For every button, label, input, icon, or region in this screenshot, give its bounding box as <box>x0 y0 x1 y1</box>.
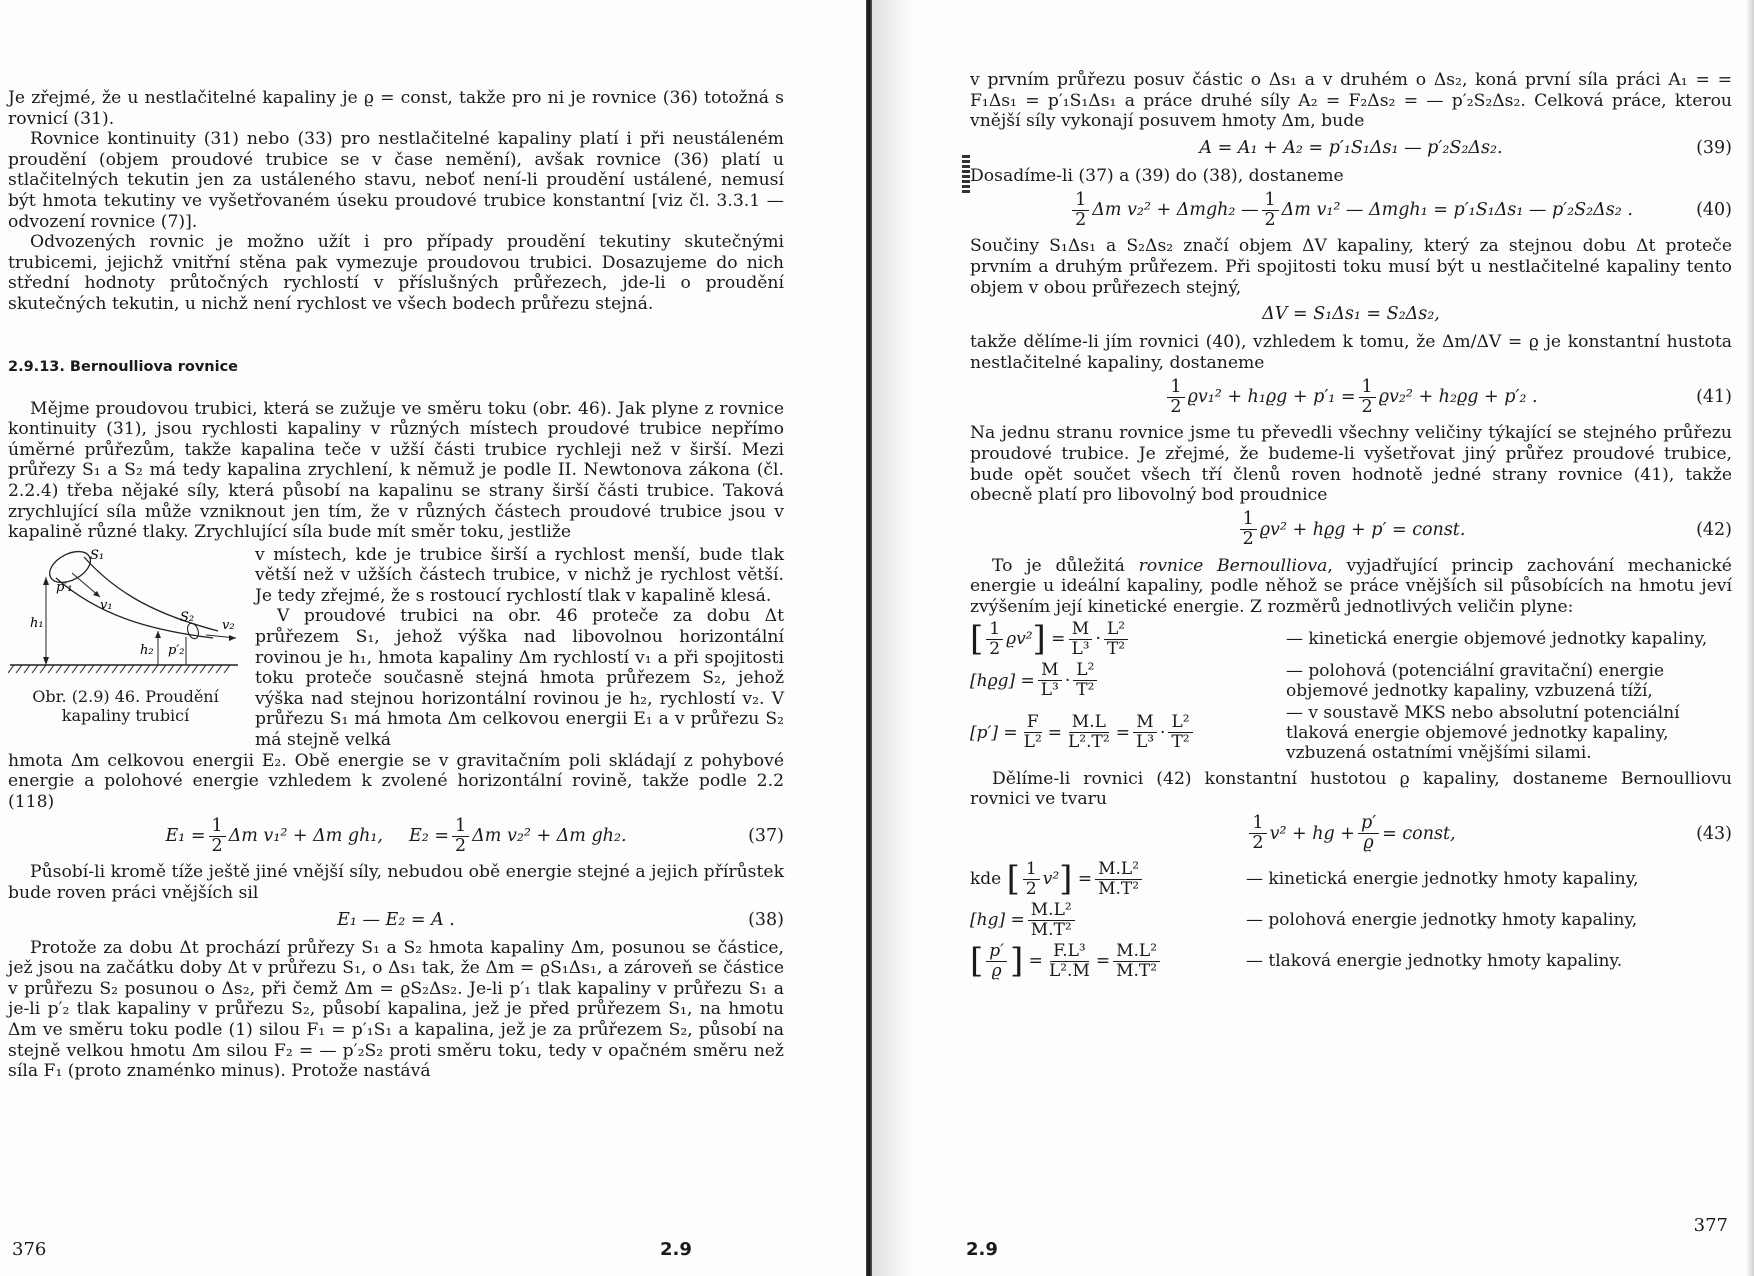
eq43-part2: = const, <box>1382 823 1456 844</box>
eq41-part1: ϱv₁² + h₁ϱg + p′₁ = <box>1187 387 1356 408</box>
eq41-part2: ϱv₂² + h₂ϱg + p′₂ . <box>1378 387 1538 408</box>
para6-italic: rovnice Bernoulliova <box>1138 555 1328 576</box>
dimension-row-3 <box>970 703 1732 763</box>
equation-38 <box>8 908 784 932</box>
eq40-part1: Δm v₂² + Δmgh₂ — <box>1092 200 1259 221</box>
dim6-frac-b: $\frac{\text{M.L²}}{\text{M.T²}}$ <box>1113 942 1160 981</box>
eq38-number: (38) <box>748 909 784 930</box>
dim2-formula: [hϱg] = $\frac{M}{\text{L³}}$ · $\frac{\text{L²}}{\text{T²}}$ <box>970 661 1280 700</box>
left-paragraph-3: Odvozených rovnic je možno užít i pro případy proudění tekutiny skutečnými trubicemi, jejichž vnitřní stěna pak vymezuje proudovou trubici. Dosazujeme do nich střední hodnoty průtočných rychlostí v příslušných průřezech, jde-li o proudění skutečných tekutin, u nichž není rychlost ve všech bodech průřezu stejná. <box>8 232 784 314</box>
dim2-description: — polohová (potenciální gravitační) energie objemové jednotky kapaliny, vzbuzená tíží, <box>1286 660 1665 701</box>
label-s2: S₂ <box>180 609 195 625</box>
eq43-number: (43) <box>1696 823 1732 844</box>
para6-end: , vyjadřující princip zachování mechanické energie u ideální kapaliny, podle něhož se práce vnějších sil působících na hmotu jeví zvýšením její kinetické energie. Z rozměrů jednotlivých veličin plyne: <box>970 555 1732 617</box>
left-page <box>0 0 870 1276</box>
dimension-row-5 <box>970 901 1732 940</box>
equation-41 <box>970 377 1732 417</box>
left-paragraph-6: Působí-li kromě tíže ještě jiné vnější síly, nebudou obě energie stejné a jejich přírůstek bude roven práci vnějších sil <box>8 862 784 903</box>
label-p2: p′₂ <box>168 642 185 658</box>
right-paragraph-2: Dosadíme-li (37) a (39) do (38), dostaneme <box>970 165 1344 186</box>
eq37-frac1: $\frac{1}{2}$ <box>209 817 226 856</box>
eq39-body: A = A₁ + A₂ = p′₁S₁Δs₁ — p′₂S₂Δs₂. <box>1199 137 1503 158</box>
eq37-lhs1: E₁ = <box>165 826 206 847</box>
eq38-body: E₁ — E₂ = A . <box>337 909 455 930</box>
kde-word: kde <box>970 869 1002 890</box>
eq37-lhs2: E₂ = <box>409 826 450 847</box>
dim3-frac-a: $\frac{F}{\text{L²}}$ <box>1023 712 1042 752</box>
dim4-description: — kinetická energie jednotky hmoty kapaliny, <box>1246 869 1639 890</box>
dim1-lhs: ϱv² <box>1006 629 1033 649</box>
eq39-number: (39) <box>1696 137 1732 158</box>
dim3-frac-c: $\frac{M}{\text{L³}}$ <box>1133 713 1157 752</box>
eq43-frac-p: $\frac{p'}{ϱ}$ <box>1358 814 1379 853</box>
dim5-description: — polohová energie jednotky hmoty kapaliny, <box>1246 910 1638 931</box>
left-paragraph-7: Protože za dobu Δt prochází průřezy S₁ a S₂ hmota kapaliny Δm, posunou se částice, jež jsou na začátku doby Δt v průřezu S₁, o Δs₁ tak, že Δm = ϱS₁Δs₁, a zároveň se částice v průřezu S₂ posunou o Δs₂, při čemž Δm = ϱS₂Δs₂. Je-li p′₁ tlak kapaliny v průřezu S₁ a je-li p′₂ tlak kapaliny v průřezu S₂, působí kapalina, jež je před průřezem S₁, na hmotu Δm ve směru toku podle (1) silou F₁ = p′₁S₁ a kapalina, jež je za průřezem S₂, působí na stejně velkou hmotu Δm silou F₂ = — p′₂S₂ proti směru toku, tedy v opačném směru než síla F₁ (proto znaménko minus). Protože nastává <box>8 937 784 1082</box>
dim2-lhs: [hϱg] = <box>970 670 1035 691</box>
figure-46 <box>8 545 243 751</box>
eq-dv-body: ΔV = S₁Δs₁ = S₂Δs₂, <box>1262 304 1440 325</box>
eq37-rhs2: Δm v₂² + Δm gh₂. <box>472 826 627 847</box>
right-paragraph-5: Na jednu stranu rovnice jsme tu převedli všechny veličiny týkající se stejného průřezu proudové trubice. Je zřejmé, že budeme-li vyšetřovat jiný průřez proudové trubice, bude opět součet všech tří členů roven hodnotě jedné strany rovnice (41), takže obecně platí pro libovolný bod proudnice <box>970 423 1732 506</box>
dimension-row-2 <box>970 661 1732 701</box>
fig-text-1: v místech, kde je trubice širší a rychlost menší, bude tlak větší než v užších částech trubice, v nichž je rychlost větší. Je tedy zřejmé, že s rostoucí rychlostí tlak v kapalině klesá. <box>255 544 784 606</box>
equation-42 <box>970 510 1732 550</box>
dim2-frac-a: $\frac{M}{\text{L³}}$ <box>1038 661 1062 700</box>
dim6-description: — tlaková energie jednotky hmoty kapaliny. <box>1246 951 1623 972</box>
dim5-lhs: [hg] = <box>970 910 1025 931</box>
eq42-body: ϱv² + hϱg + p′ = const. <box>1259 519 1466 540</box>
equation-39 <box>970 136 1732 160</box>
dim1-formula: [ $\frac{1}{2}$ ϱv² ] = $\frac{M}{\text{L³}}$ · $\frac{\text{L²}}{\text{T²}}$ <box>970 620 1280 659</box>
dim6-formula: [ $\frac{p'}{ϱ}$ ] = $\frac{\text{F.L³}}{\text{L².M}}$ = $\frac{\text{M.L²}}{\text{M.T²}}$ <box>970 942 1240 981</box>
right-paragraph-7: Dělíme-li rovnici (42) konstantní hustotou ϱ kapaliny, dostaneme Bernoulliovu rovnici ve tvaru <box>970 768 1732 810</box>
left-paragraph-1: Je zřejmé, že u nestlačitelné kapaliny je ϱ = const, takže pro ni je rovnice (36) totožná s rovnicí (31). <box>8 88 784 129</box>
left-paragraph-5: hmota Δm celkovou energii E₂. Obě energie se v gravitačním poli skládají z pohybové energie a polohové energie vzhledem k zvolené horizontální rovině, takže podle 2.2 (118) <box>8 750 784 812</box>
dim4-formula: kde [ $\frac{1}{2}$ v² ] = $\frac{\text{M.L²}}{\text{M.T²}}$ <box>970 860 1240 899</box>
right-paragraph-6 <box>970 556 1732 618</box>
dim6-frac-p: $\frac{p'}{ϱ}$ <box>986 942 1007 981</box>
right-paragraph-3: Součiny S₁Δs₁ a S₂Δs₂ značí objem ΔV kapaliny, který za stejnou dobu Δt proteče prvním a druhým průřezem. Při spojitosti toku musí být u nestlačitelné kapaliny tento objem v obou průřezech stejný, <box>970 236 1732 298</box>
margin-mark <box>962 155 970 195</box>
eq37-rhs1: Δm v₁² + Δm gh₁, <box>228 826 383 847</box>
para6-start: To je důležitá <box>992 555 1139 576</box>
right-paragraph-1: v prvním průřezu posuv částic o Δs₁ a v druhém o Δs₂, koná první síla práci A₁ = = F₁Δs₁ = p′₁S₁Δs₁ a práce druhé síly A₂ = F₂Δs₂ = — p′₂S₂Δs₂. Celková práce, kterou vnější síly vykonají posuvem hmoty Δm, bude <box>970 70 1732 132</box>
eq40-part2: Δm v₁² — Δmgh₁ = p′₁S₁Δs₁ — p′₂S₂Δs₂ . <box>1281 200 1633 221</box>
dim3-formula: [p′] = $\frac{F}{\text{L²}}$ = $\frac{M.L}{\text{L².T²}}$ = $\frac{M}{\text{L³}}$ · $\frac{\text{L²}}{\text{T²}}$ <box>970 713 1280 752</box>
label-v1: v₁ <box>100 597 113 613</box>
dim3-frac-b: $\frac{M.L}{\text{L².T²}}$ <box>1068 712 1110 752</box>
right-page <box>870 0 1754 1276</box>
dimension-row-6 <box>970 942 1732 981</box>
eq37-frac2: $\frac{1}{2}$ <box>452 817 469 856</box>
dimension-row-4 <box>970 860 1732 899</box>
dim5-frac: $\frac{\text{M.L²}}{\text{M.T²}}$ <box>1028 901 1075 940</box>
dim3-lhs: [p′] = <box>970 722 1018 743</box>
dim6-frac-a: $\frac{\text{F.L³}}{\text{L².M}}$ <box>1048 940 1090 981</box>
dim1-frac-half: $\frac{1}{2}$ <box>986 620 1003 659</box>
eq43-part1: v² + hg + <box>1269 823 1355 844</box>
tube-diagram <box>8 545 243 685</box>
equation-40 <box>970 190 1732 230</box>
figure-block <box>8 545 784 751</box>
label-h2: h₂ <box>140 642 154 658</box>
fig-text-2: V proudové trubici na obr. 46 proteče za dobu Δt průřezem S₁, jehož výška nad libovolnou horizontální rovinou je h₁, hmota kapaliny Δm rychlostí v₁ a při spojitosti toku proteče současně stejná hmota průřezem S₂, jehož výška nad stejnou horizontální rovinou je h₂, rychlostí v₂. V průřezu S₁ má hmota Δm celkovou energii E₁ a v průřezu S₂ má stejně velká <box>255 606 784 751</box>
eq40-frac2: $\frac{1}{2}$ <box>1262 191 1279 230</box>
eq40-number: (40) <box>1696 200 1732 221</box>
dim1-frac-b: $\frac{\text{L²}}{\text{T²}}$ <box>1104 620 1128 659</box>
section-heading: 2.9.13. Bernoulliova rovnice <box>8 358 239 375</box>
label-s1: S₁ <box>90 547 105 563</box>
eq41-frac2: $\frac{1}{2}$ <box>1359 378 1376 417</box>
eq37-number: (37) <box>748 826 784 847</box>
eq42-frac: $\frac{1}{2}$ <box>1240 510 1257 549</box>
page-edge-shadow <box>1746 0 1754 1276</box>
eq43-frac-half: $\frac{1}{2}$ <box>1249 814 1266 853</box>
label-h1: h₁ <box>30 615 44 631</box>
left-section-mark: 2.9 <box>660 1239 692 1260</box>
gutter-shadow <box>872 0 912 1276</box>
dim4-frac-half: $\frac{1}{2}$ <box>1023 860 1040 899</box>
left-paragraph-4: Mějme proudovou trubici, která se zužuje ve směru toku (obr. 46). Jak plyne z rovnice kontinuity (31), jsou rychlosti kapaliny v různých místech proudové trubice nepřímo úměrné průřezům, takže kapalina teče v užší části trubice rychleji než v širší. Mezi průřezy S₁ a S₂ má tedy kapalina zrychlení, k němuž je podle II. Newtonova zákona (čl. 2.2.4) třeba nějaké síly, která působí na kapalinu se strany širší části trubice. Taková zrychlující síla může vzniknout jen tím, že v různých částech proudové trubice jsou v kapalině různé tlaky. Zrychlující síla bude mít směr toku, jestliže <box>8 398 784 543</box>
figure-side-text <box>243 545 784 751</box>
dim4-frac: $\frac{\text{M.L²}}{\text{M.T²}}$ <box>1095 860 1142 899</box>
right-page-number: 377 <box>1693 1215 1728 1236</box>
equation-dv <box>970 302 1732 326</box>
eq40-frac1: $\frac{1}{2}$ <box>1072 191 1089 230</box>
eq41-number: (41) <box>1696 387 1732 408</box>
label-p1: p′₁ <box>56 579 73 595</box>
left-paragraph-2: Rovnice kontinuity (31) nebo (33) pro nestlačitelné kapaliny platí i při neustáleném proudění (objem proudové trubice se v čase nemění), avšak rovnice (36) platí u stlačitelných tekutin jen za ustáleného stavu, neboť není-li proudění ustálené, nemusí být hmota tekutiny ve vyšetřovaném úseku proudové trubice konstantní [viz čl. 3.3.1 — odvození rovnice (7)]. <box>8 129 784 232</box>
equation-43 <box>970 814 1732 854</box>
dim1-frac-a: $\frac{M}{\text{L³}}$ <box>1068 620 1092 659</box>
dim5-formula <box>970 901 1240 940</box>
right-section-mark: 2.9 <box>966 1239 998 1260</box>
dimension-row-1 <box>970 620 1732 659</box>
right-paragraph-4: takže dělíme-li jím rovnici (40), vzhledem k tomu, že Δm/ΔV = ϱ je konstantní hustota nestlačitelné kapaliny, dostaneme <box>970 332 1732 373</box>
dim3-frac-d: $\frac{\text{L²}}{\text{T²}}$ <box>1168 713 1192 752</box>
dim2-frac-b: $\frac{\text{L²}}{\text{T²}}$ <box>1073 661 1097 700</box>
eq42-number: (42) <box>1696 519 1732 540</box>
equation-37 <box>8 816 784 856</box>
eq41-frac1: $\frac{1}{2}$ <box>1167 378 1184 417</box>
dim1-description: — kinetická energie objemové jednotky kapaliny, <box>1286 629 1708 649</box>
figure-caption: Obr. (2.9) 46. Proudění kapaliny trubicí <box>32 686 219 725</box>
left-page-number: 376 <box>12 1239 47 1260</box>
dim3-description: — v soustavě MKS nebo absolutní potenciální tlaková energie objemové jednotky kapaliny, vzbuzená ostatními vnějšími silami. <box>1286 702 1680 763</box>
dim4-lhs: v² <box>1042 869 1060 890</box>
label-v2: v₂ <box>222 617 235 633</box>
